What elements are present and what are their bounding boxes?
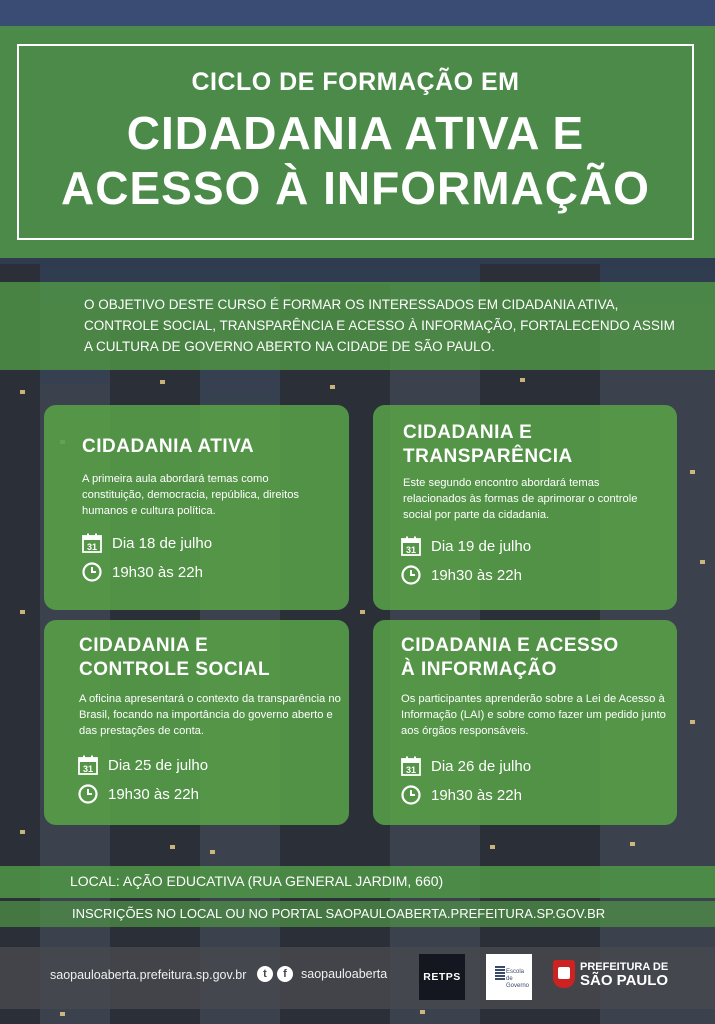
- window-light: [360, 610, 365, 614]
- svg-text:31: 31: [405, 765, 417, 775]
- card-time: [82, 562, 203, 582]
- intro-band: [0, 282, 715, 370]
- card-date: [401, 536, 531, 556]
- window-light: [160, 380, 165, 384]
- card-time: [78, 784, 199, 804]
- header-subtitle: CICLO DE FORMAÇÃO EM: [191, 68, 520, 96]
- card-description: Este segundo encontro abordará temas relacionados às formas de aprimorar o controle social por parte da cidadania.: [403, 477, 638, 521]
- card-date-text: Dia 26 de julho: [431, 757, 532, 775]
- card-title-line1: CIDADANIA E: [403, 422, 533, 443]
- svg-text:31: 31: [86, 542, 98, 552]
- location-band: [0, 866, 715, 898]
- card-title-line2: CONTROLE SOCIAL: [79, 659, 271, 680]
- clock-icon: [401, 565, 421, 585]
- window-light: [210, 850, 215, 854]
- card-time-text: 19h30 às 22h: [108, 785, 199, 803]
- twitter-icon[interactable]: t: [257, 966, 273, 982]
- calendar-icon: [82, 533, 102, 553]
- registration-text: INSCRIÇÕES NO LOCAL OU NO PORTAL SAOPAULOABERTA.PREFEITURA.SP.GOV.BR: [72, 906, 606, 921]
- session-card-2: [373, 405, 677, 610]
- window-light: [20, 830, 25, 834]
- window-light: [170, 845, 175, 849]
- window-light: [690, 470, 695, 474]
- intro-text: O OBJETIVO DESTE CURSO É FORMAR OS INTERESSADOS EM CIDADANIA ATIVA, CONTROLE SOCIAL, TRANSPARÊNCIA E ACESSO À INFORMAÇÃO, FORTALECENDO ASSIM A CULTURA DE GOVERNO ABERTO NA CIDADE DE SÃO PAULO.: [84, 297, 675, 354]
- clock-icon: [401, 785, 421, 805]
- escola-logo-mark: [495, 966, 505, 980]
- prefeitura-text: PREFEITURA DE SÃO PAULO: [580, 961, 669, 989]
- card-time-text: 19h30 às 22h: [431, 566, 522, 584]
- header-frame: [17, 44, 694, 240]
- card-title-line2: TRANSPARÊNCIA: [403, 446, 573, 467]
- card-title-line1: CIDADANIA E: [79, 635, 209, 656]
- window-light: [630, 842, 635, 846]
- escola-logo-text: Escola de Governo: [506, 969, 530, 989]
- window-light: [20, 390, 25, 394]
- clock-icon: [78, 784, 98, 804]
- prefeitura-logo: [553, 960, 668, 988]
- footer-bar: [0, 947, 715, 1009]
- facebook-icon[interactable]: f: [277, 966, 293, 982]
- card-title: [403, 421, 573, 469]
- card-date: [401, 756, 531, 776]
- header-banner: [0, 26, 715, 258]
- top-strip: [0, 0, 715, 26]
- card-title-line1: CIDADANIA E ACESSO: [401, 635, 619, 656]
- window-light: [330, 385, 335, 389]
- calendar-icon: [401, 756, 421, 776]
- session-card-3: [44, 620, 349, 825]
- card-description: Os participantes aprenderão sobre a Lei de Acesso à Informação (LAI) e sobre como fazer um pedido junto aos órgãos responsáveis.: [401, 693, 666, 737]
- window-light: [490, 845, 495, 849]
- card-title: [82, 435, 254, 459]
- window-light: [60, 1012, 65, 1016]
- footer-social: [257, 966, 387, 982]
- header-title: [19, 106, 692, 216]
- escola-de-governo-logo: [486, 954, 532, 1000]
- svg-text:31: 31: [405, 545, 417, 555]
- svg-text:31: 31: [82, 764, 94, 774]
- card-date-text: Dia 18 de julho: [112, 534, 213, 552]
- window-light: [420, 1010, 425, 1014]
- session-card-1: [44, 405, 349, 610]
- window-light: [690, 720, 695, 724]
- card-title: [79, 634, 270, 682]
- card-date: [78, 755, 208, 775]
- card-time-text: 19h30 às 22h: [112, 563, 203, 581]
- card-title-line2: À INFORMAÇÃO: [401, 659, 557, 680]
- card-title-line1: CIDADANIA ATIVA: [82, 436, 255, 457]
- card-title: [401, 634, 619, 682]
- card-date: [82, 533, 212, 553]
- clock-icon: [82, 562, 102, 582]
- calendar-icon: [401, 536, 421, 556]
- card-description: A oficina apresentará o contexto da transparência no Brasil, focando na importância do governo aberto e das prestações de conta.: [79, 693, 341, 737]
- registration-band: [0, 901, 715, 927]
- retps-logo: RETPS: [419, 954, 465, 1000]
- location-text: LOCAL: AÇÃO EDUCATIVA (RUA GENERAL JARDIM, 660): [70, 873, 444, 889]
- window-light: [700, 560, 705, 564]
- card-date-text: Dia 19 de julho: [431, 537, 532, 555]
- card-time-text: 19h30 às 22h: [431, 786, 522, 804]
- calendar-icon: [78, 755, 98, 775]
- card-description: A primeira aula abordará temas como constituição, democracia, república, direitos humanos e cultura política.: [82, 473, 300, 517]
- footer-url[interactable]: saopauloaberta.prefeitura.sp.gov.br: [50, 968, 247, 982]
- header-title-line1: CIDADANIA ATIVA E: [126, 107, 585, 159]
- social-handle[interactable]: saopauloaberta: [301, 967, 388, 981]
- prefeitura-crest-icon: [553, 960, 575, 988]
- card-time: [401, 785, 522, 805]
- window-light: [520, 378, 525, 382]
- session-card-4: [373, 620, 677, 825]
- header-title-line2: ACESSO À INFORMAÇÃO: [61, 162, 650, 214]
- card-time: [401, 565, 522, 585]
- window-light: [20, 610, 25, 614]
- card-date-text: Dia 25 de julho: [108, 756, 209, 774]
